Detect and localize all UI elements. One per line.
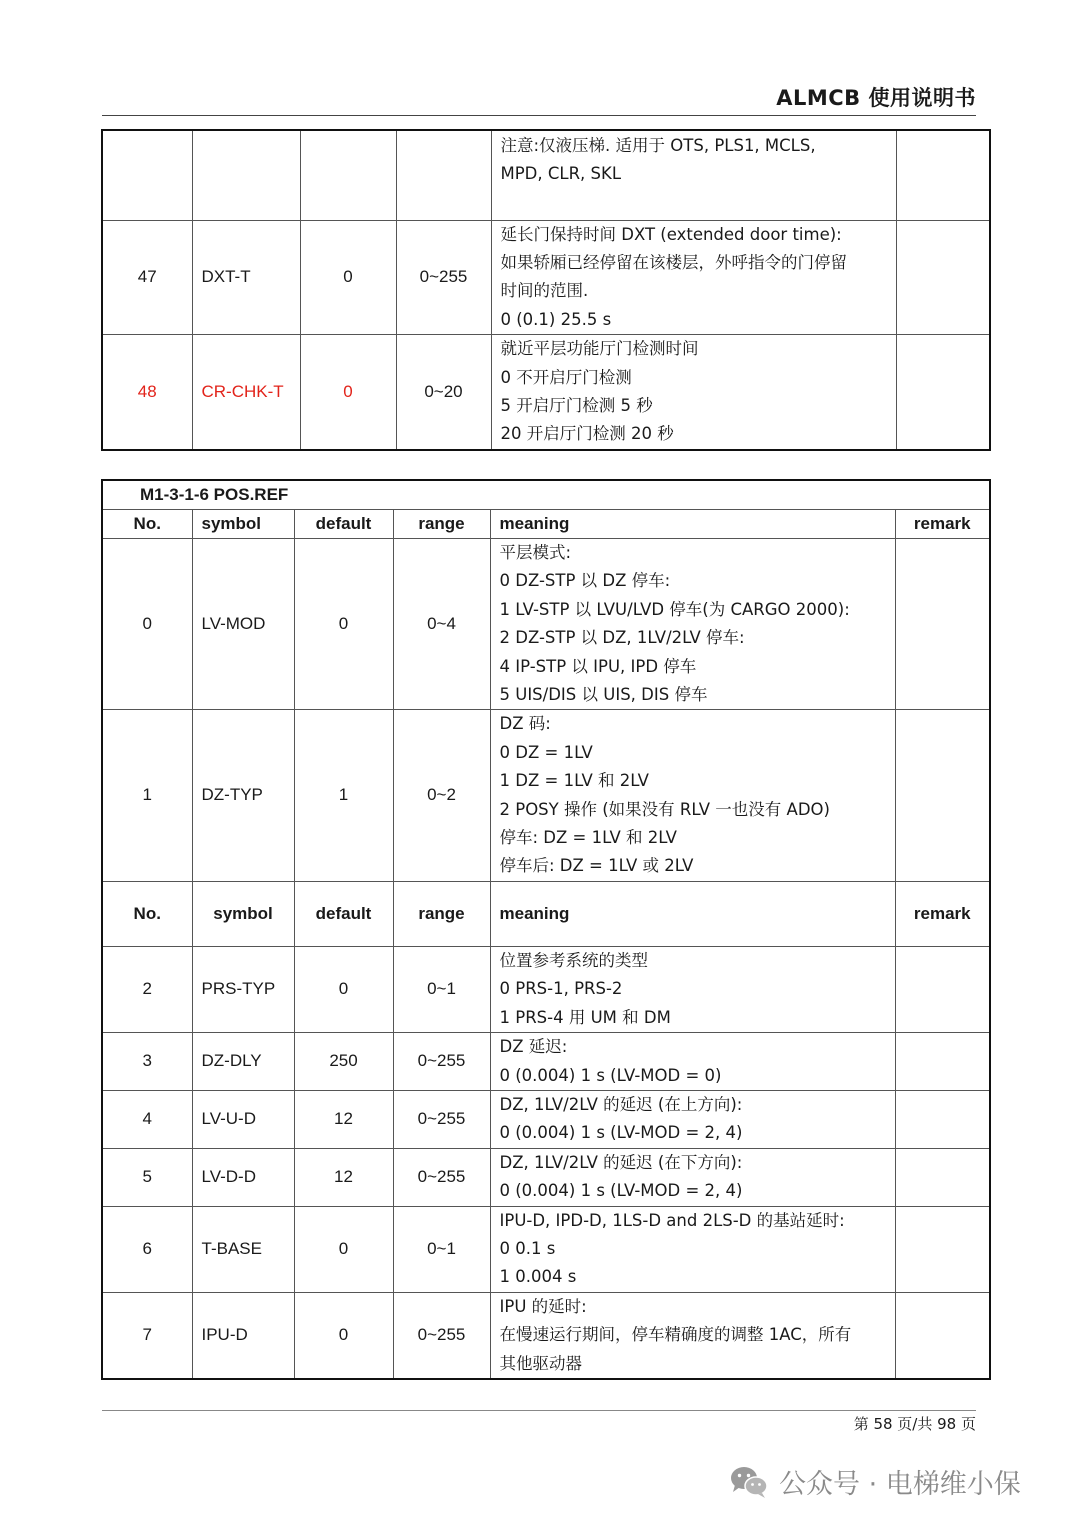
meaning-line: 20 开启厅门检测 20 秒 [500,424,674,444]
cell-meaning [490,1033,895,1091]
cell-default: 12 [294,1148,393,1206]
cell-symbol: CR-CHK-T [192,335,300,450]
cell-symbol: T-BASE [192,1206,294,1292]
cell-default: 0 [294,946,393,1032]
meaning-line: DZ, 1LV/2LV 的延迟 (在上方向): [499,1094,743,1114]
meaning-line: 0 DZ = 1LV [499,742,593,762]
meaning-line: DZ, 1LV/2LV 的延迟 (在下方向): [499,1152,743,1172]
meaning-line: DZ 码: [499,714,551,734]
cell-range: 0~2 [393,710,490,881]
cell-remark [895,1148,990,1206]
table-header-row-repeat [102,881,990,946]
header-remark: remark [895,881,990,946]
cell-default: 12 [294,1090,393,1148]
meaning-line: 平层模式: [499,543,572,562]
cell-range: 0~20 [396,335,491,450]
cell-default: 250 [294,1033,393,1091]
table-row [102,539,990,710]
cell-default: 0 [300,220,396,335]
meaning-line: 时间的范围. [500,281,589,301]
header-symbol: symbol [192,881,294,946]
header-range: range [393,510,490,539]
cell-remark [895,1090,990,1148]
cell-symbol: IPU-D [192,1292,294,1379]
meaning-line: 在慢速运行期间，停车精确度的调整 1AC，所有 [499,1325,852,1345]
table-row [102,1148,990,1206]
header-meaning: meaning [490,510,895,539]
header-remark: remark [895,510,990,539]
cell-no: 0 [102,539,192,710]
meaning-line: 1 0.004 s [499,1267,577,1287]
wechat-icon [729,1465,769,1499]
cell-meaning [491,220,896,335]
meaning-line: 0 (0.1) 25.5 s [500,309,612,329]
cell-remark [895,539,990,710]
cell-no: 7 [102,1292,192,1379]
meaning-line: 5 UIS/DIS 以 UIS, DIS 停车 [499,685,708,705]
cell-meaning [490,1206,895,1292]
cell-range: 0~255 [393,1033,490,1091]
cell-range: 0~255 [393,1090,490,1148]
cell-remark [895,1206,990,1292]
meaning-line: 4 IP-STP 以 IPU, IPD 停车 [499,656,697,676]
cell-default: 0 [300,335,396,450]
watermark-text: 公众号 · 电梯维小保 [779,1469,1021,1500]
cell-symbol: DZ-DLY [192,1033,294,1091]
table-row [102,1033,990,1091]
cell-range: 0~1 [393,946,490,1032]
cell-no: 2 [102,946,192,1032]
header-divider [102,115,976,116]
table-row [102,1206,990,1292]
pos-ref-parameter-table [101,479,991,1380]
meaning-line: 5 开启厅门检测 5 秒 [500,395,653,415]
table-row [102,1292,990,1379]
cell-meaning [490,1292,895,1379]
table-row [102,335,990,450]
watermark [729,1462,1021,1501]
cell-remark [895,710,990,881]
cell-remark [896,130,990,220]
header-default: default [294,510,393,539]
meaning-line: IPU-D, IPD-D, 1LS-D and 2LS-D 的基站延时: [499,1210,845,1230]
table-row [102,130,990,220]
meaning-line: 停车后: DZ = 1LV 或 2LV [499,856,694,876]
cell-remark [896,335,990,450]
cell-symbol: DXT-T [192,220,300,335]
cell-range: 0~4 [393,539,490,710]
cell-meaning [490,1090,895,1148]
meaning-line: 延长门保持时间 DXT (extended door time): [500,224,842,244]
cell-remark [895,1033,990,1091]
cell-symbol [192,130,300,220]
cell-no: 48 [102,335,192,450]
cell-remark [895,1292,990,1379]
cell-range: 0~255 [393,1292,490,1379]
meaning-line: 0 (0.004) 1 s (LV-MOD = 0) [499,1065,722,1085]
parameter-table-continued [101,129,991,451]
cell-no [102,130,192,220]
cell-no: 4 [102,1090,192,1148]
cell-symbol: PRS-TYP [192,946,294,1032]
meaning-line: 注意:仅液压梯. 适用于 OTS, PLS1, MCLS, [500,136,816,155]
meaning-line: MPD, CLR, SKL [500,164,622,184]
meaning-line: 1 PRS-4 用 UM 和 DM [499,1007,671,1027]
cell-meaning [491,130,896,220]
header-no: No. [102,881,192,946]
cell-symbol: LV-MOD [192,539,294,710]
cell-remark [896,220,990,335]
cell-no: 3 [102,1033,192,1091]
meaning-line: 其他驱动器 [499,1353,582,1373]
section-title-row [102,480,990,510]
meaning-line: 就近平层功能厅门检测时间 [500,339,699,359]
cell-no: 5 [102,1148,192,1206]
table-row [102,710,990,881]
cell-default: 0 [294,539,393,710]
meaning-line: 0 PRS-1, PRS-2 [499,979,623,999]
footer-divider [102,1410,976,1411]
meaning-line: 2 POSY 操作 (如果没有 RLV 一也没有 ADO) [499,799,830,819]
cell-meaning [490,946,895,1032]
cell-meaning [490,539,895,710]
cell-meaning [490,1148,895,1206]
cell-symbol: LV-D-D [192,1148,294,1206]
cell-range: 0~1 [393,1206,490,1292]
meaning-line: 1 DZ = 1LV 和 2LV [499,771,649,791]
cell-default: 0 [294,1206,393,1292]
meaning-line: IPU 的延时: [499,1296,587,1316]
meaning-line: 0 不开启厅门检测 [500,367,632,387]
cell-no: 47 [102,220,192,335]
document-title: ALMCB 使用说明书 [776,86,976,110]
table-row [102,1090,990,1148]
meaning-line: 如果轿厢已经停留在该楼层，外呼指令的门停留 [500,252,847,272]
cell-remark [895,946,990,1032]
cell-range: 0~255 [396,220,491,335]
cell-default: 1 [294,710,393,881]
cell-symbol: LV-U-D [192,1090,294,1148]
meaning-line: 0 0.1 s [499,1238,556,1258]
table-header-row [102,510,990,539]
table-row [102,220,990,335]
meaning-line: DZ 延迟: [499,1037,568,1057]
meaning-line: 1 LV-STP 以 LVU/LVD 停车(为 CARGO 2000): [499,599,850,619]
meaning-line: 0 (0.004) 1 s (LV-MOD = 2, 4) [499,1123,743,1143]
cell-no: 6 [102,1206,192,1292]
cell-symbol: DZ-TYP [192,710,294,881]
cell-default: 0 [294,1292,393,1379]
cell-default [300,130,396,220]
cell-range [396,130,491,220]
section-title: M1-3-1-6 POS.REF [102,480,990,510]
header-default: default [294,881,393,946]
cell-meaning [490,710,895,881]
header-symbol: symbol [192,510,294,539]
header-no: No. [102,510,192,539]
meaning-line: 0 (0.004) 1 s (LV-MOD = 2, 4) [499,1181,743,1201]
header-range: range [393,881,490,946]
page-number: 第 58 页/共 98 页 [853,1415,976,1433]
meaning-line: 位置参考系统的类型 [499,950,648,970]
meaning-line: 停车: DZ = 1LV 和 2LV [499,828,677,848]
meaning-line: 0 DZ-STP 以 DZ 停车: [499,571,671,591]
meaning-line: 2 DZ-STP 以 DZ, 1LV/2LV 停车: [499,628,745,648]
cell-no: 1 [102,710,192,881]
cell-range: 0~255 [393,1148,490,1206]
header-meaning: meaning [490,881,895,946]
table-row [102,946,990,1032]
cell-meaning [491,335,896,450]
